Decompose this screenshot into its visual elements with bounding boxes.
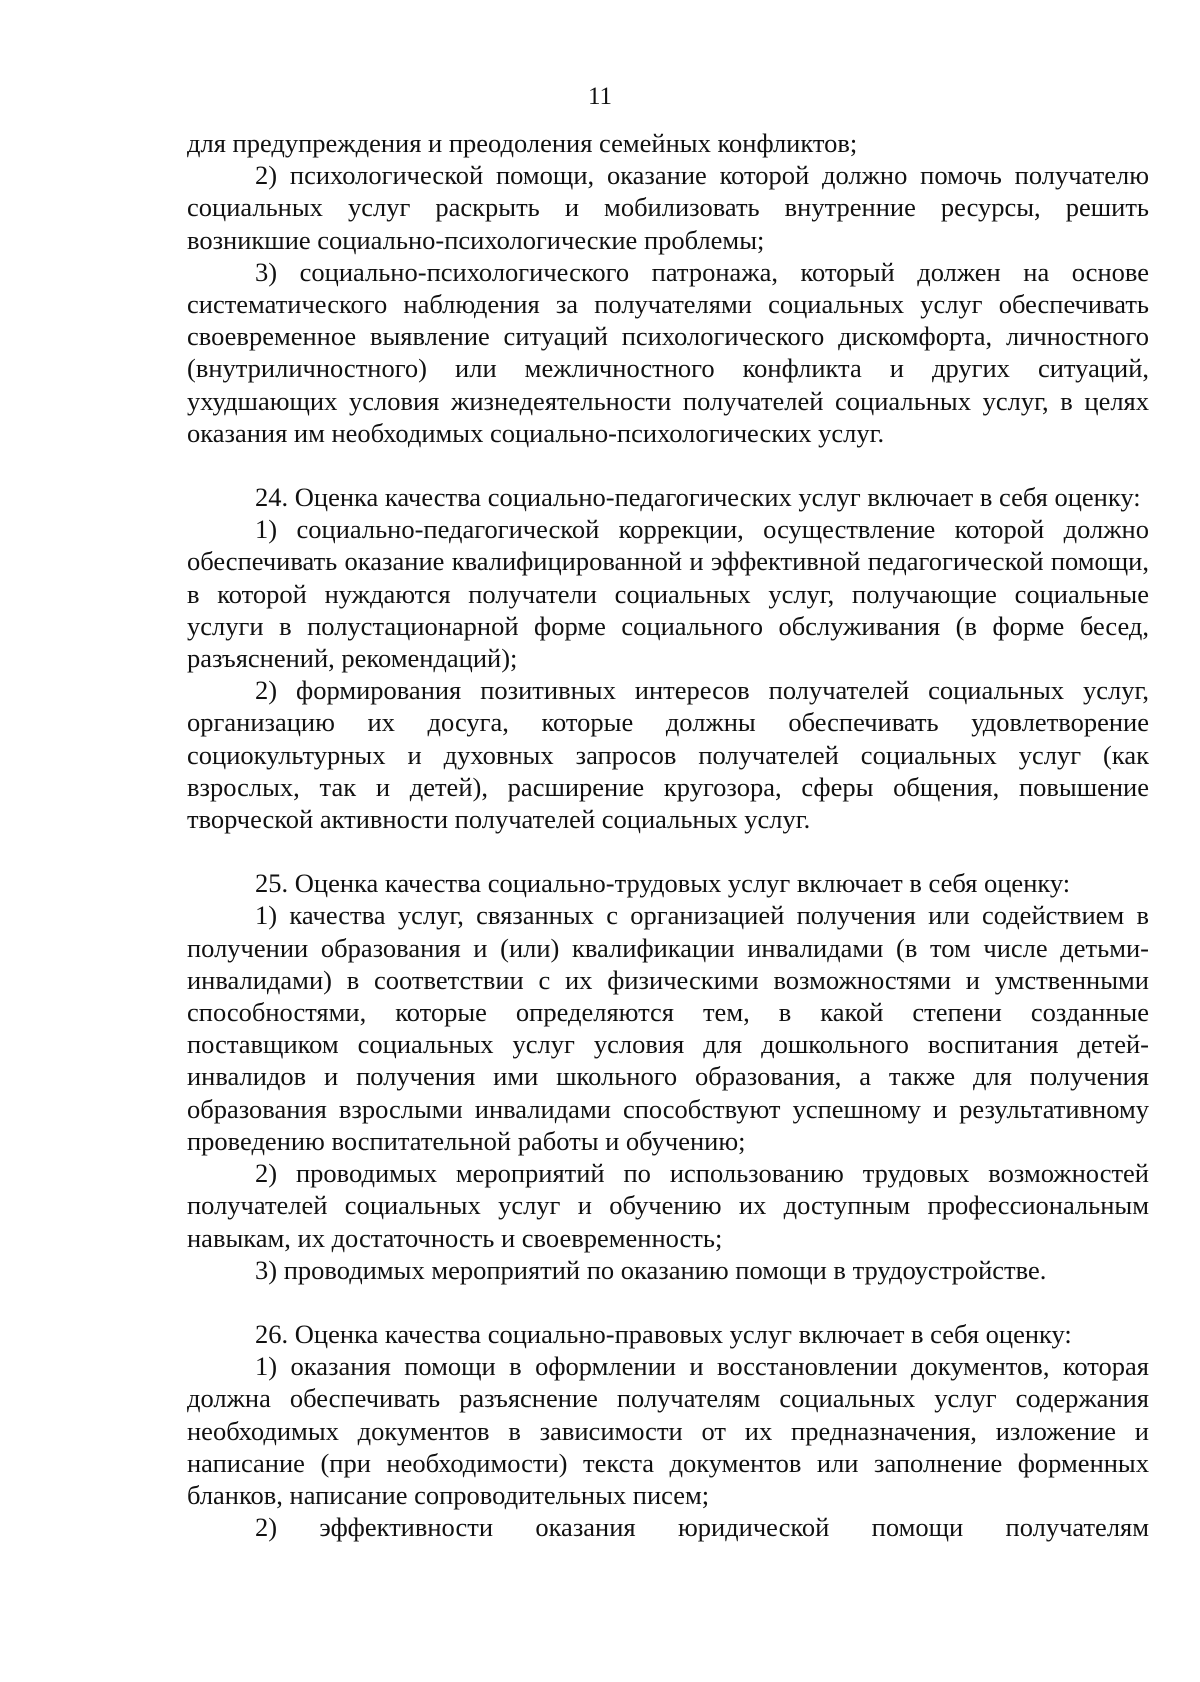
- list-item-labor-activities: 2) проводимых мероприятий по использованию трудовых возможностей получателей социальных услуг и обучению их доступным профессиональным навыкам, их достаточность и своевременность;: [187, 1158, 1149, 1253]
- list-item-pedagogical-correction: 1) социально-педагогической коррекции, осуществление которой должно обеспечивать оказание квалифицированной и эффективной педагогической помощи, в которой нуждаются получатели социальных услуг, получающие социальные услуги в полустационарной форме социального обслуживания (в форме бесед, разъяснений, рекомендаций);: [187, 514, 1149, 674]
- section-24-heading: 24. Оценка качества социально-педагогических услуг включает в себя оценку:: [255, 482, 1141, 513]
- list-item-employment-help: 3) проводимых мероприятий по оказанию помощи в трудоустройстве.: [255, 1254, 1047, 1285]
- section-26-heading: 26. Оценка качества социально-правовых услуг включает в себя оценку:: [255, 1318, 1072, 1349]
- list-item-legal-help: 2) эффективности оказания юридической помощи получателям: [255, 1512, 1149, 1543]
- document-body: [187, 127, 1149, 1543]
- list-item-positive-interests: 2) формирования позитивных интересов получателей социальных услуг, организацию их досуга, которые должны обеспечивать удовлетворение социокультурных и духовных запросов получателей социальных услуг (как взрослых, так и детей), расширение кругозора, сферы общения, повышение творческой активности получателей социальных услуг.: [187, 675, 1149, 835]
- list-item-education-quality: 1) качества услуг, связанных с организацией получения или содействием в получении образования и (или) квалификации инвалидами (в том числе детьми-инвалидами) в соответствии с их физическими возможностями и умственными способностями, которые определяются тем, в какой степени созданные поставщиком социальных услуг условия для дошкольного воспитания детей-инвалидов и получения ими школьного образования, а также для получения образования взрослыми инвалидами способствуют успешному и результативному проведению воспитательной работы и обучению;: [187, 900, 1149, 1156]
- page-number: 11: [587, 83, 613, 110]
- section-25-heading: 25. Оценка качества социально-трудовых услуг включает в себя оценку:: [255, 868, 1071, 899]
- list-item-documents-help: 1) оказания помощи в оформлении и восстановлении документов, которая должна обеспечивать разъяснение получателям социальных услуг содержания необходимых документов в зависимости от их предназначения, изложение и написание (при необходимости) текста документов или заполнение форменных бланков, написание сопроводительных писем;: [187, 1351, 1149, 1510]
- paragraph-continuation: для предупреждения и преодоления семейных конфликтов;: [187, 128, 858, 158]
- list-item-psychological-help: 2) психологической помощи, оказание которой должно помочь получателю социальных услуг раскрыть и мобилизовать внутренние ресурсы, решить возникшие социально-психологические проблемы;: [187, 160, 1149, 255]
- list-item-psychological-patronage: 3) социально-психологического патронажа, который должен на основе систематического наблюдения за получателями социальных услуг обеспечивать своевременное выявление ситуаций психологического дискомфорта, личностного (внутриличностного) или межличностного конфликта и других ситуаций, ухудшающих условия жизнедеятельности получателей социальных услуг, в целях оказания им необходимых социально-психологических услуг.: [187, 256, 1149, 448]
